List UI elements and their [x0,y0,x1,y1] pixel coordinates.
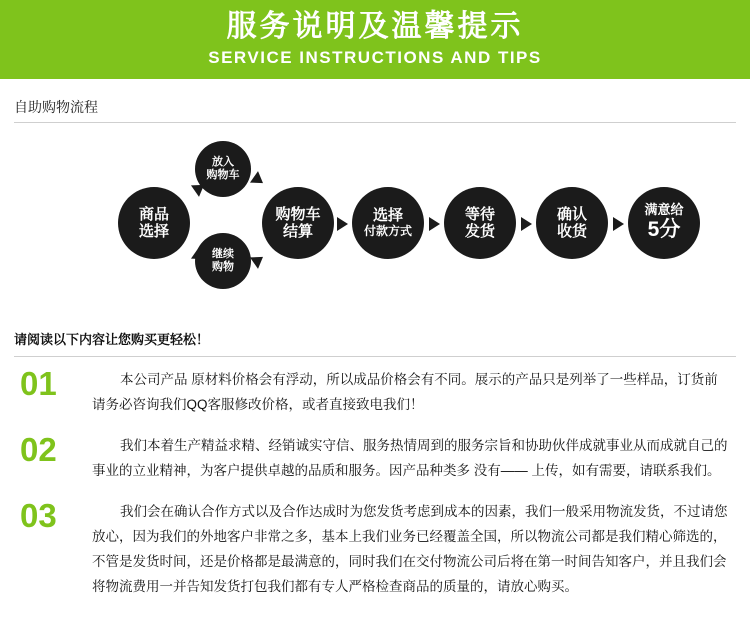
list-item-number: 03 [20,497,57,534]
flow-node-cart-checkout [262,187,334,259]
flow-node-select-payment-line2: 付款方式 [363,223,412,238]
banner-subtitle: SERVICE INSTRUCTIONS AND TIPS [208,48,542,67]
arrow-icon-wait-to-confirm [521,217,532,231]
flow-node-wait-shipment [444,187,516,259]
list-item [14,357,736,423]
flow-node-cart-checkout-line2: 结算 [282,223,313,240]
instruction-list [14,357,736,605]
list-item-text: 本公司产品 原材料价格会有浮动，所以成品价格会有不同。展示的产品只是列举了一些样品，订货前请务必咨询我们QQ客服修改价格，或者直接致电我们！ [92,372,718,412]
section-title: 自助购物流程 [14,99,98,115]
banner-title: 服务说明及温馨提示 [226,10,524,43]
flow-node-product-select-line2: 选择 [138,223,169,240]
flow-node-product-select [118,187,190,259]
read-notice: 请阅读以下内容让您购买更轻松！ [14,332,210,347]
arrow-icon-checkout-to-payment [337,217,348,231]
flow-node-wait-shipment-line1: 等待 [464,205,495,223]
flow-node-select-payment [352,187,424,259]
flow-node-continue-shopping-line1: 继续 [212,248,234,261]
flow-node-add-to-cart-line1: 放入 [212,156,234,169]
shopping-flow-diagram [0,129,750,319]
flow-node-continue-shopping [195,233,251,289]
flow-node-give-rating-line1: 满意给 [644,202,684,218]
flow-node-product-select-line1: 商品 [138,205,169,223]
flow-node-continue-shopping-line2: 购物 [212,261,234,273]
flow-node-give-rating [628,187,700,259]
flow-node-select-payment-line1: 选择 [372,207,403,225]
flow-node-confirm-receipt [536,187,608,259]
flow-node-give-rating-line2: 5分 [647,218,681,242]
arrow-icon-payment-to-wait [429,217,440,231]
flow-node-wait-shipment-line2: 发货 [464,223,495,240]
arrow-icon-confirm-to-rating [613,217,624,231]
list-item-text: 我们本着生产精益求精、经销诚实守信、服务热情周到的服务宗旨和协助伙伴成就事业从而成就自己的事业的立业精神，为客户提供卓越的品质和服务。因产品种类多 没有—— 上传，如有需要，请联系我们。 [92,438,728,478]
list-item [14,489,736,605]
flow-node-confirm-receipt-line1: 确认 [556,205,587,223]
list-item-text: 我们会在确认合作方式以及合作达成时为您发货考虑到成本的因素，我们一般采用物流发货，不过请您放心，因为我们的外地客户非常之多，基本上我们业务已经覆盖全国，所以物流公司都是我们精心筛选的，不管是发货时间，还是价格都是最满意的，同时我们在交付物流公司后将在第一时间告知客户，并且我们会将物流费用一并告知发货打包我们都有专人严格检查商品的质量的，请放心购买。 [92,504,728,594]
flow-node-add-to-cart-line2: 购物车 [206,169,240,181]
flow-node-confirm-receipt-line2: 收货 [556,223,587,240]
section-divider [14,122,736,123]
flow-node-cart-checkout-line1: 购物车 [275,205,321,223]
arrow-icon-cart-to-checkout [250,171,267,189]
flow-node-add-to-cart [195,141,251,197]
list-item-number: 01 [20,365,57,402]
list-item-number: 02 [20,431,57,468]
list-item [14,423,736,489]
arrow-icon-continue-to-checkout [250,251,267,269]
page-banner [0,0,750,79]
